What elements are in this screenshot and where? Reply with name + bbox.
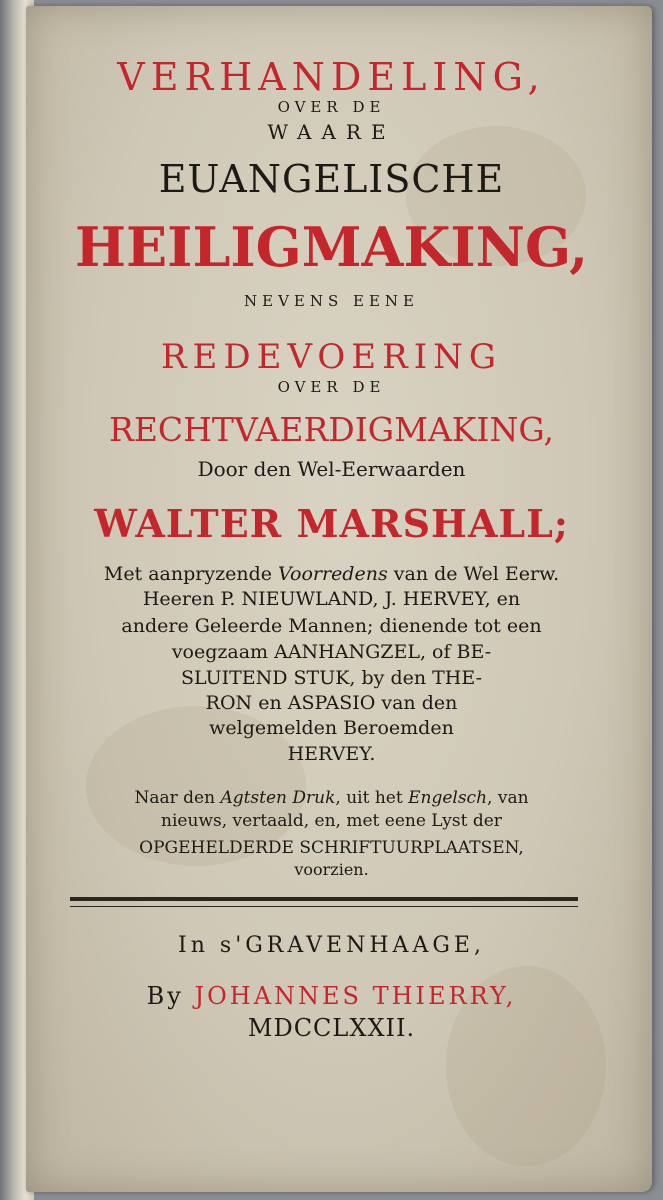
text-span: van de Wel Eerw. [387, 563, 560, 585]
commendation-line-5: SLUITEND STUK, by den THE- [180, 667, 483, 689]
imprint-year: MDCCLXXII. [247, 1014, 416, 1042]
title-line-over-de-2: OVER DE [277, 378, 386, 396]
edition-line-3: OPGEHELDERDE SCHRIFTUURPLAATSEN, [139, 838, 524, 858]
text-span: Naar den [134, 788, 221, 808]
italic-voorredens: Voorredens [278, 563, 388, 585]
title-line-rechtvaerdigmaking: RECHTVAERDIGMAKING, [108, 410, 555, 449]
title-line-euangelische: EUANGELISCHE [158, 157, 505, 201]
double-rule-thin [70, 906, 578, 907]
text-span: By [146, 982, 195, 1010]
title-line-verhandeling: VERHANDELING, [117, 55, 546, 99]
text-span: , van [487, 788, 529, 808]
text-span: Met aanpryzende [103, 563, 279, 585]
commendation-line-1 [0, 565, 663, 584]
italic-agtsten-druk: Agtsten Druk [220, 788, 336, 808]
title-line-door-den: Door den Wel-Eerwaarden [197, 457, 466, 481]
commendation-line-2: Heeren P. NIEUWLAND, J. HERVEY, en [142, 588, 521, 610]
commendation-line-3: andere Geleerde Mannen; dienende tot een [121, 615, 542, 637]
italic-engelsch: Engelsch [408, 788, 488, 808]
commendation-line-8: HERVEY. [287, 743, 376, 765]
title-line-waare: WAARE [267, 120, 396, 144]
double-rule-thick [70, 897, 578, 901]
edition-line-4: voorzien. [294, 860, 369, 879]
title-line-redevoering: REDEVOERING [160, 337, 503, 377]
author-name: WALTER MARSHALL; [94, 501, 569, 546]
title-line-over-de: OVER DE [277, 98, 386, 116]
edition-line-1 [0, 790, 663, 807]
imprint-place: In s'GRAVENHAAGE, [178, 933, 485, 958]
commendation-line-7: welgemelden Beroemden [209, 717, 454, 739]
imprint-printer [0, 984, 663, 1008]
edition-line-2: nieuws, vertaald, en, met eene Lyst der [161, 811, 502, 831]
text-span: , uit het [335, 788, 409, 808]
commendation-line-4: voegzaam AANHANGZEL, of BE- [171, 641, 492, 663]
commendation-line-6: RON en ASPASIO van den [205, 692, 458, 714]
printer-name: JOHANNES THIERRY, [194, 982, 517, 1010]
title-line-heiligmaking: HEILIGMAKING, [75, 215, 588, 279]
title-line-nevens-eene: NEVENS EENE [244, 292, 419, 310]
